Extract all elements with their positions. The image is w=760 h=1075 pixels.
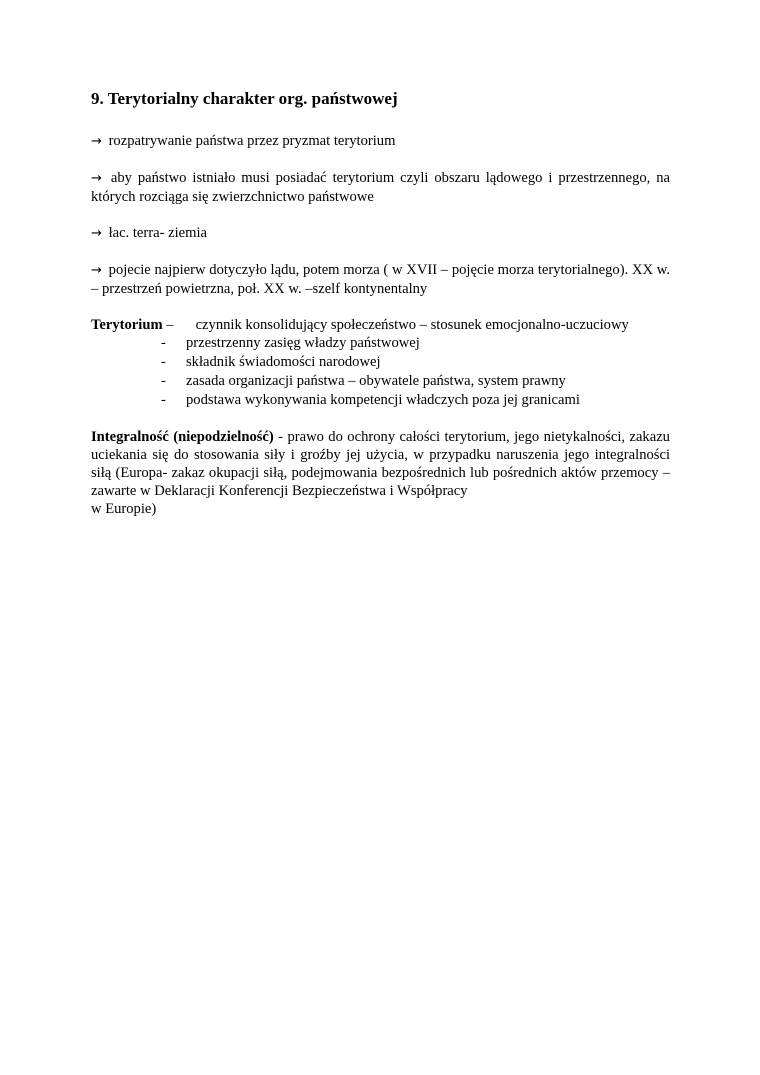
point-1-text: rozpatrywanie państwa przez pryzmat terytorium <box>108 133 396 149</box>
point-1 <box>91 132 670 151</box>
integrity-term: Integralność (niepodzielność) <box>91 429 274 445</box>
dash-bullet: - <box>161 392 166 408</box>
arrow-right-icon: → <box>91 226 102 241</box>
territory-separator: – <box>162 317 174 333</box>
dash-bullet: - <box>161 335 166 351</box>
point-2-text: aby państwo istniało musi posiadać terytorium czyli obszaru lądowego i przestrzennego, na których rozciąga się zwierzchnictwo państwowe <box>91 170 671 205</box>
list-item: - zasada organizacji państwa – obywatele państwa, system prawny <box>161 373 566 389</box>
section-heading: 9. Terytorialny charakter org. państwowej <box>91 89 398 108</box>
arrow-right-icon: → <box>91 263 102 278</box>
dash-bullet: - <box>161 354 166 370</box>
arrow-right-icon: → <box>91 134 102 149</box>
list-item: - składnik świadomości narodowej <box>161 354 381 370</box>
integrity-separator: - <box>273 429 288 445</box>
territory-list <box>91 334 670 410</box>
list-item: - podstawa wykonywania kompetencji władczych poza jej granicami <box>161 392 580 408</box>
arrow-right-icon: → <box>91 171 102 186</box>
integrity-tail: w Europie) <box>91 501 157 517</box>
point-3 <box>91 224 670 243</box>
point-4-text: pojecie najpierw dotyczyło lądu, potem morza ( w XVII – pojęcie morza terytorialnego). XX w. – przestrzeń powietrzna, poł. XX w. –szelf kontynentalny <box>91 262 670 297</box>
list-item: - przestrzenny zasięg władzy państwowej <box>161 335 420 351</box>
point-3-text: łac. terra- ziemia <box>108 225 207 241</box>
point-2 <box>91 169 670 206</box>
dash-bullet: - <box>161 373 166 389</box>
territory-definition-text: czynnik konsolidujący społeczeństwo – stosunek emocjonalno-uczuciowy <box>195 317 629 333</box>
integrity-paragraph <box>91 428 670 518</box>
territory-term: Terytorium <box>91 317 163 333</box>
territory-definition <box>91 316 670 334</box>
document-page <box>91 88 670 518</box>
point-4 <box>91 261 670 298</box>
integrity-text: prawo do ochrony całości terytorium, jego nietykalności, zakazu uciekania się do stosowania siły i groźby jej użycia, w przypadku naruszenia jego integralności siłą (Europa- zakaz okupacji siłą, podejmowania bezpośrednich lub pośrednich aktów przemocy –zawarte w Deklaracji Konferencji Bezpieczeństwa i Współpracy <box>91 429 670 499</box>
